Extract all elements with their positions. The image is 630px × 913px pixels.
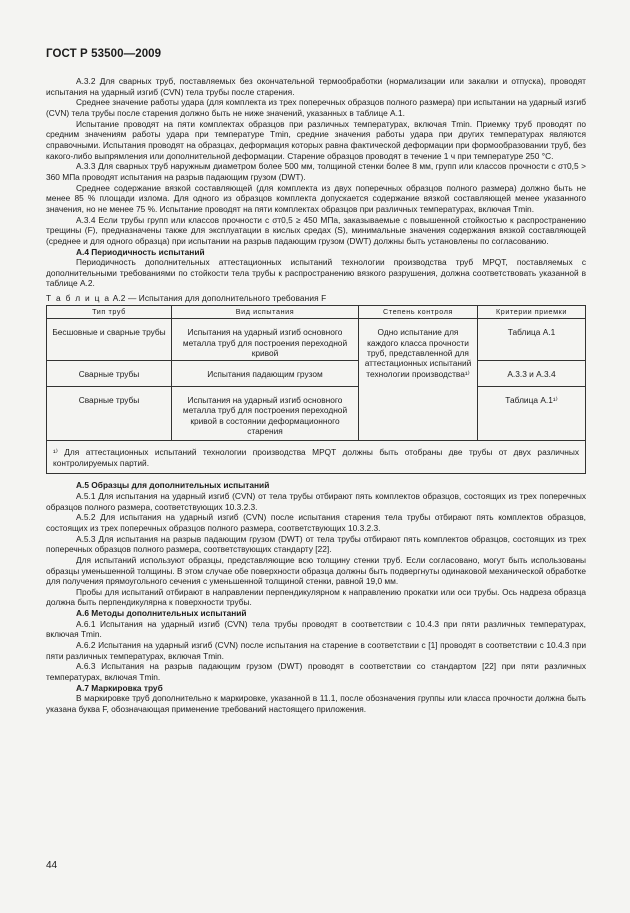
paragraph: Для испытаний используют образцы, представляющие всю толщину стенки труб. Если согласовано, могут быть использованы образцы уменьшенной толщины. В этом случае обе поверхности образца должны быть подвергнуты одинаковой механической обработке для получения прямоугольного сечения с уменьшенной толщиной стенки, равной 19,0 мм.: [46, 554, 586, 587]
paragraph: А.6.3 Испытания на разрыв падающим грузом (DWT) проводят в соответствии со стандартом [22] при пяти различных температурах, включая Tmin.: [46, 661, 586, 683]
paragraph: А.5.3 Для испытания на разрыв падающим грузом (DWT) от тела трубы отбирают пять комплектов образцов, состоящих из трех поперечных образцов полного размера, соответствующих стандарту [22].: [46, 533, 586, 555]
paragraph: Среднее содержание вязкой составляющей (для комплекта из двух поперечных образцов полного размера) должно быть не менее 85 % площади излома. Для одного из образцов комплекта допускается содержание вязкой составляющей менее указанного значения, но не менее 75 %. Испытание проводят на пяти комплектах образцов при различных температурах, включая Tmin.: [46, 182, 586, 214]
pipe-type-cell: Сварные трубы: [47, 361, 172, 386]
paragraph: А.3.4 Если трубы групп или классов прочности с σт0,5 ≥ 450 МПа, заказываемые с повышенной стойкостью к распространению трещины (F), предназначены также для эксплуатации в кислых средах (S), минимальные значения содержания вязкой составляющей (среднее и для одного образца) при испытании на разрыв падающим грузом (DWT) должны быть установлены по согласованию.: [46, 214, 586, 246]
control-level-cell: Одно испытание для каждого класса прочности труб, представленной для аттестационных испытаний технологии производства¹⁾: [359, 319, 478, 441]
test-type-cell: Испытания на ударный изгиб основного металла труб для построения переходной кривой: [172, 319, 359, 361]
acceptance-cell: Таблица А.1¹⁾: [478, 386, 586, 441]
document-header: ГОСТ Р 53500—2009: [46, 48, 162, 60]
table-caption-prefix: Т а б л и ц а: [46, 293, 111, 304]
pipe-type-cell: Сварные трубы: [47, 386, 172, 441]
paragraph: Среднее значение работы удара (для комплекта из трех поперечных образцов полного размера) при испытании на ударный изгиб (CVN) тела трубы после старения должно быть не ниже значений, указанных в таблице А.1.: [46, 97, 586, 118]
table-header-cell: Тип труб: [47, 305, 172, 318]
paragraph: Пробы для испытаний отбирают в направлении перпендикулярном к направлению прокатки или оси трубы. Ось надреза образца должна быть перпендикулярна к поверхности трубы.: [46, 586, 586, 608]
section-heading: А.7 Маркировка труб: [76, 682, 163, 693]
table-caption: [46, 293, 586, 304]
paragraphs-bottom: [46, 480, 586, 714]
paragraphs-top: [46, 76, 586, 289]
table-header-cell: Степень контроля: [359, 305, 478, 318]
table-caption-text: А.2 — Испытания для дополнительного требования F: [110, 293, 327, 304]
paragraph: Испытание проводят на пяти комплектах образцов при различных температурах, включая Tmin. Приемку труб проводят по средним значениям работы удара при температуре Tmin, средние значения работы удара при других температурах являются справочными. Испытания проводят на образцах, деформация которых равна фактической деформации при формообразовании труб, без какого-либо выпрямления или дополнительной деформации. Старение образцов проводят в течение 1 ч при температуре 250 °С.: [46, 118, 586, 161]
paragraph: А.3.3 Для сварных труб наружным диаметром более 500 мм, толщиной стенки более 8 мм, групп или классов прочности с σт0,5 > 360 МПа проводят испытания на разрыв падающим грузом (DWT).: [46, 161, 586, 182]
acceptance-cell: А.3.3 и А.3.4: [478, 361, 586, 386]
paragraph: А.6.2 Испытания на ударный изгиб (CVN) после испытания на старение в соответствии с [1] проводят в соответствии с 10.4.3 при пяти различных температурах, включая Tmin.: [46, 640, 586, 661]
page-number: 44: [46, 860, 58, 871]
paragraph: А.5.2 Для испытания на ударный изгиб (CVN) после испытания старения тела трубы отбирают пять комплектов образцов, состоящих из трех поперечных образцов полного размера, соответствующих 10.3.2.3.: [46, 512, 586, 533]
paragraph: В маркировке труб дополнительно к маркировке, указанной в 11.1, после обозначения группы или класса прочности должна быть указана буква F, обозначающая применение требований настоящего приложения.: [46, 693, 586, 715]
table-header-cell: Вид испытания: [172, 305, 359, 318]
section-heading: А.5 Образцы для дополнительных испытаний: [76, 480, 270, 491]
paragraph: А.5.1 Для испытания на ударный изгиб (CVN) от тела трубы отбирают пять комплектов образцов, состоящих из трех поперечных образцов полного размера, соответствующих 10.3.2.3.: [46, 490, 586, 512]
requirements-table: [46, 305, 586, 474]
paragraph: Периодичность дополнительных аттестационных испытаний технологии производства труб MPQT, поставляемых с дополнительными требованиями по стойкости тела трубы к распространению вязкого разрушения, должна соответствовать указанной в таблице А.2.: [46, 257, 586, 289]
paragraph: А.6.1 Испытания на ударный изгиб (CVN) тела трубы проводят в соответствии с 10.4.3 при пяти различных температурах, включая Tmin.: [46, 618, 586, 640]
paragraph: А.3.2 Для сварных труб, поставляемых без окончательной термообработки (нормализации или закалки и отпуска), проводят испытания на ударный изгиб (CVN) тела трубы после старения.: [46, 76, 586, 97]
table-row: [47, 386, 586, 441]
table-header-cell: Критерии приемки: [478, 305, 586, 318]
section-heading: А.6 Методы дополнительных испытаний: [76, 608, 247, 619]
acceptance-cell: Таблица А.1: [478, 319, 586, 361]
section-heading: А.4 Периодичность испытаний: [76, 246, 205, 257]
pipe-type-cell: Бесшовные и сварные трубы: [47, 319, 172, 361]
table-footnote: ¹⁾ Для аттестационных испытаний технологии производства MPQT должны быть отобраны две трубы от двух различных контролируемых партий.: [47, 441, 586, 474]
document-body: [46, 76, 586, 715]
table-row: [47, 361, 586, 386]
table-row: [47, 319, 586, 361]
table-header-row: [47, 305, 586, 318]
table-footnote-row: [47, 441, 586, 474]
test-type-cell: Испытания на ударный изгиб основного металла труб для построения переходной кривой в состоянии деформационного старения: [172, 386, 359, 441]
test-type-cell: Испытания падающим грузом: [172, 361, 359, 386]
